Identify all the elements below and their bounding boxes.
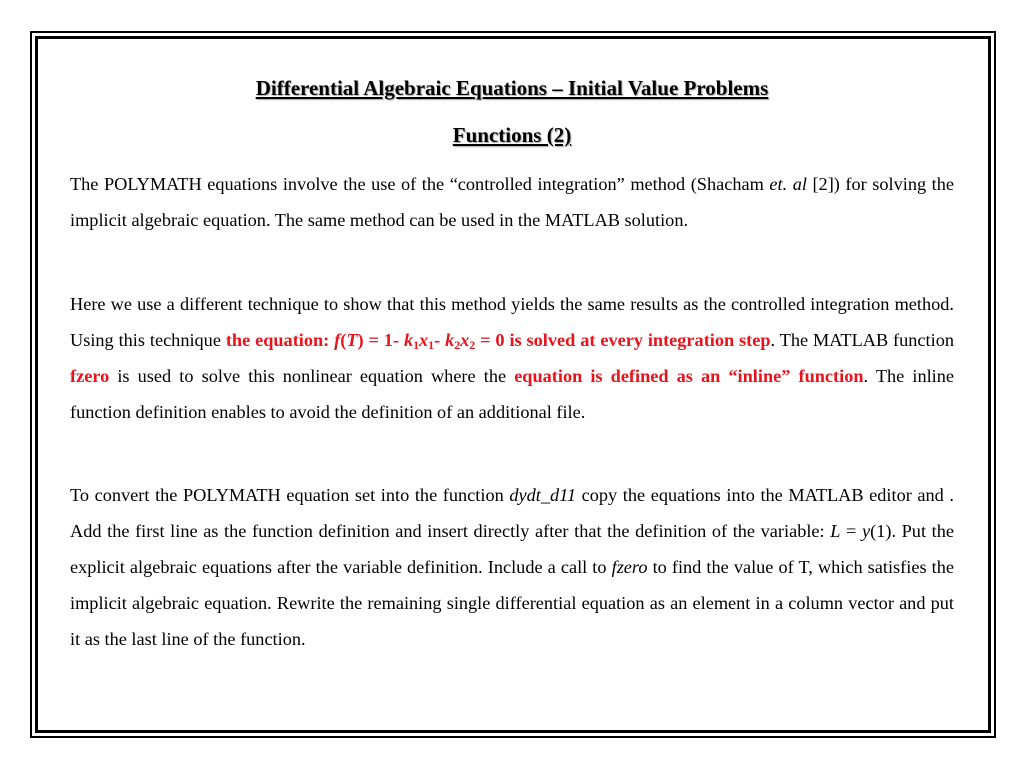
paragraph-3-text: To convert the POLYMATH equation set into the function <box>70 485 510 505</box>
paragraph-1-text-end: [2]) for solving the implicit algebraic equation. The same method can be used in the MATLAB solution. <box>70 174 955 230</box>
equation-sub-1a: 1 <box>413 337 420 352</box>
variable-y: y <box>862 521 871 541</box>
equation-k1: k <box>403 330 414 350</box>
equation-sub-1b: 1 <box>428 337 435 352</box>
equation-f: f <box>334 330 341 350</box>
paragraph-3-text-4: to find the value of T, which satisfies the implicit algebraic equation. Rewrite the remaining single differential equation as an element in a column vector and put it as the last line of the function. <box>70 557 954 649</box>
paragraph-3-text-2: copy the equations into the MATLAB editor and . Add the first line as the function definition and insert directly after that the definition of the variable: <box>70 485 954 541</box>
paragraph-1-text: The POLYMATH equations involve the use of the “controlled integration” method (Shacham <box>70 174 770 194</box>
page-subtitle: Functions (2) <box>452 123 572 147</box>
paragraph-1 <box>70 166 954 238</box>
citation-et-al: et. al <box>769 174 807 194</box>
equals-sign: = <box>840 521 862 541</box>
paragraph-2-text-3: is used to solve this nonlinear equation where the <box>109 366 515 386</box>
fzero-highlight: fzero <box>70 366 110 386</box>
equation-k2: k <box>445 330 455 350</box>
paragraph-2-text-2: . The MATLAB function <box>770 330 954 350</box>
equation-minus: - <box>434 330 446 350</box>
equation-sub-2b: 2 <box>469 337 476 352</box>
equation-x2: x <box>460 330 470 350</box>
paragraph-3 <box>70 477 954 657</box>
function-name: dydt_d11 <box>509 485 577 505</box>
paragraph-2-text: Here we use a different technique to show that this method yields the same results as the controlled integration method. Using this technique <box>70 294 954 350</box>
equation-paren-open: ( <box>340 330 347 350</box>
equation-prefix: the equation: <box>225 330 335 350</box>
equation-suffix: = 0 is solved at every integration step <box>475 330 771 350</box>
equation-T: T <box>346 330 358 350</box>
paragraph-2-text-4: . The inline function definition enables to avoid the definition of an additional file. <box>70 366 954 422</box>
equation-highlight <box>226 330 771 350</box>
fzero-call: fzero <box>611 557 648 577</box>
equation-paren-close: ) = 1- <box>357 330 404 350</box>
equation-x1: x <box>419 330 429 350</box>
page-title: Differential Algebraic Equations – Initial Value Problems <box>255 76 769 100</box>
paragraph-2 <box>70 286 954 430</box>
inline-function-highlight: equation is defined as an “inline” function <box>514 366 864 386</box>
variable-L: L <box>830 521 841 541</box>
paragraph-3-text-3: (1). Put the explicit algebraic equations after the variable definition. Include a call to <box>70 521 954 577</box>
equation-sub-2a: 2 <box>454 337 461 352</box>
